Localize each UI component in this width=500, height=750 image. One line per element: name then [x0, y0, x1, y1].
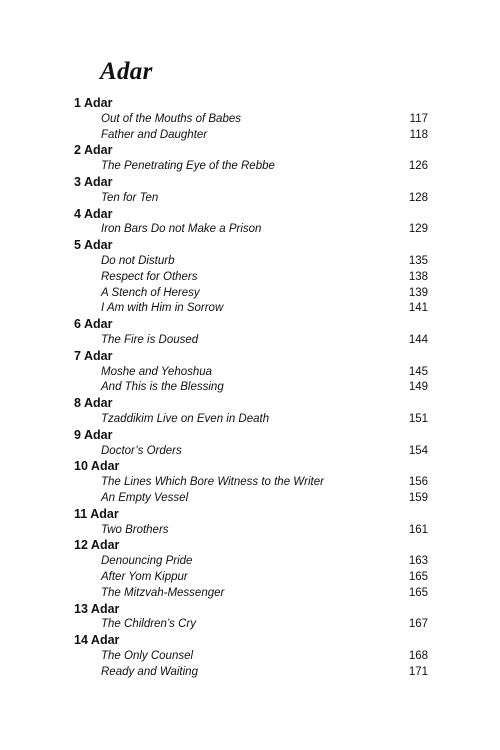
entry-page-number: 151 — [408, 412, 428, 425]
entry-title: Tzaddikim Live on Even in Death — [101, 412, 270, 425]
entry-page-number: 141 — [408, 302, 428, 315]
day-heading: 7 Adar — [74, 348, 113, 363]
toc-entry — [74, 649, 428, 665]
toc-entry — [74, 570, 428, 586]
entry-title: Two Brothers — [101, 523, 169, 536]
entry-page-number: 138 — [408, 270, 428, 283]
entry-title: Doctor’s Orders — [101, 444, 182, 457]
toc-section — [74, 507, 428, 539]
toc-entry — [74, 222, 428, 238]
toc-entry — [74, 380, 428, 396]
entry-page-number: 139 — [408, 286, 428, 299]
entry-page-number: 149 — [408, 381, 428, 394]
entry-title: Denouncing Pride — [101, 555, 193, 568]
toc-section — [74, 459, 428, 506]
day-heading: 1 Adar — [74, 96, 113, 110]
day-heading: 14 Adar — [74, 633, 120, 648]
entry-title: Ready and Waiting — [101, 665, 198, 678]
toc-entry — [74, 270, 428, 286]
toc-section — [74, 602, 428, 634]
day-heading: 8 Adar — [74, 396, 113, 411]
entry-title: After Yom Kippur — [101, 570, 188, 583]
toc-section — [74, 396, 428, 428]
day-heading: 5 Adar — [74, 238, 113, 253]
entry-page-number: 165 — [408, 586, 428, 599]
entry-page-number: 161 — [408, 523, 428, 536]
entry-title: The Children’s Cry — [101, 618, 197, 631]
entry-title: The Fire is Doused — [101, 333, 199, 346]
entry-page-number: 117 — [409, 112, 428, 125]
toc-entry — [74, 112, 428, 128]
entry-title: I Am with Him in Sorrow — [101, 302, 224, 315]
day-heading: 2 Adar — [74, 143, 113, 158]
toc-entry — [74, 617, 428, 633]
entry-page-number: 165 — [408, 570, 428, 583]
toc-section — [74, 207, 428, 239]
toc-entry — [74, 665, 428, 681]
toc-entry — [74, 475, 428, 491]
entry-title: Moshe and Yehoshua — [101, 365, 213, 378]
toc-entry — [74, 365, 428, 381]
entry-title: An Empty Vessel — [101, 491, 189, 504]
toc-entry — [74, 333, 428, 349]
entry-page-number: 171 — [408, 665, 428, 678]
toc-section — [74, 538, 428, 601]
toc-section — [74, 238, 428, 317]
entry-page-number: 154 — [408, 444, 428, 457]
entry-title: Ten for Ten — [101, 191, 159, 204]
page-title: Adar — [100, 58, 153, 85]
entry-title: The Penetrating Eye of the Rebbe — [101, 160, 275, 173]
day-heading: 13 Adar — [74, 601, 120, 616]
toc-entry — [74, 254, 428, 270]
toc-entry — [74, 159, 428, 175]
day-heading: 6 Adar — [74, 317, 113, 332]
entry-page-number: 145 — [408, 365, 428, 378]
day-heading: 11 Adar — [74, 506, 119, 521]
entry-page-number: 167 — [408, 618, 428, 631]
entry-title: The Mitzvah-Messenger — [101, 586, 225, 599]
table-of-contents — [74, 96, 428, 680]
toc-entry — [74, 128, 428, 144]
toc-section — [74, 428, 428, 460]
toc-entry — [74, 301, 428, 317]
day-heading: 10 Adar — [74, 459, 120, 474]
entry-page-number: 135 — [408, 254, 428, 267]
entry-page-number: 126 — [408, 160, 428, 173]
entry-page-number: 144 — [408, 333, 428, 346]
entry-title: Do not Disturb — [101, 254, 175, 267]
toc-section — [74, 317, 428, 349]
entry-page-number: 118 — [409, 128, 428, 141]
toc-section — [74, 633, 428, 680]
day-heading: 12 Adar — [74, 538, 120, 553]
day-heading: 9 Adar — [74, 427, 113, 442]
toc-section — [74, 175, 428, 207]
entry-page-number: 168 — [408, 649, 428, 662]
day-heading: 4 Adar — [74, 206, 113, 221]
entry-title: The Lines Which Bore Witness to the Writer — [101, 476, 324, 489]
entry-title: A Stench of Heresy — [101, 286, 200, 299]
toc-section — [74, 349, 428, 396]
toc-section — [74, 96, 428, 143]
toc-entry — [74, 191, 428, 207]
toc-entry — [74, 491, 428, 507]
toc-section — [74, 143, 428, 175]
toc-entry — [74, 523, 428, 539]
entry-page-number: 156 — [408, 476, 428, 489]
toc-entry — [74, 554, 428, 570]
entry-title: Father and Daughter — [101, 128, 208, 141]
entry-page-number: 128 — [408, 191, 428, 204]
entry-title: Iron Bars Do not Make a Prison — [101, 223, 262, 236]
entry-page-number: 159 — [408, 491, 428, 504]
entry-title: Out of the Mouths of Babes — [101, 112, 241, 125]
toc-entry — [74, 586, 428, 602]
entry-title: Respect for Others — [101, 270, 198, 283]
entry-title: The Only Counsel — [101, 649, 194, 662]
entry-page-number: 129 — [408, 223, 428, 236]
toc-entry — [74, 444, 428, 460]
entry-page-number: 163 — [408, 555, 428, 568]
toc-entry — [74, 286, 428, 302]
toc-entry — [74, 412, 428, 428]
entry-title: And This is the Blessing — [101, 381, 224, 394]
day-heading: 3 Adar — [74, 174, 113, 189]
